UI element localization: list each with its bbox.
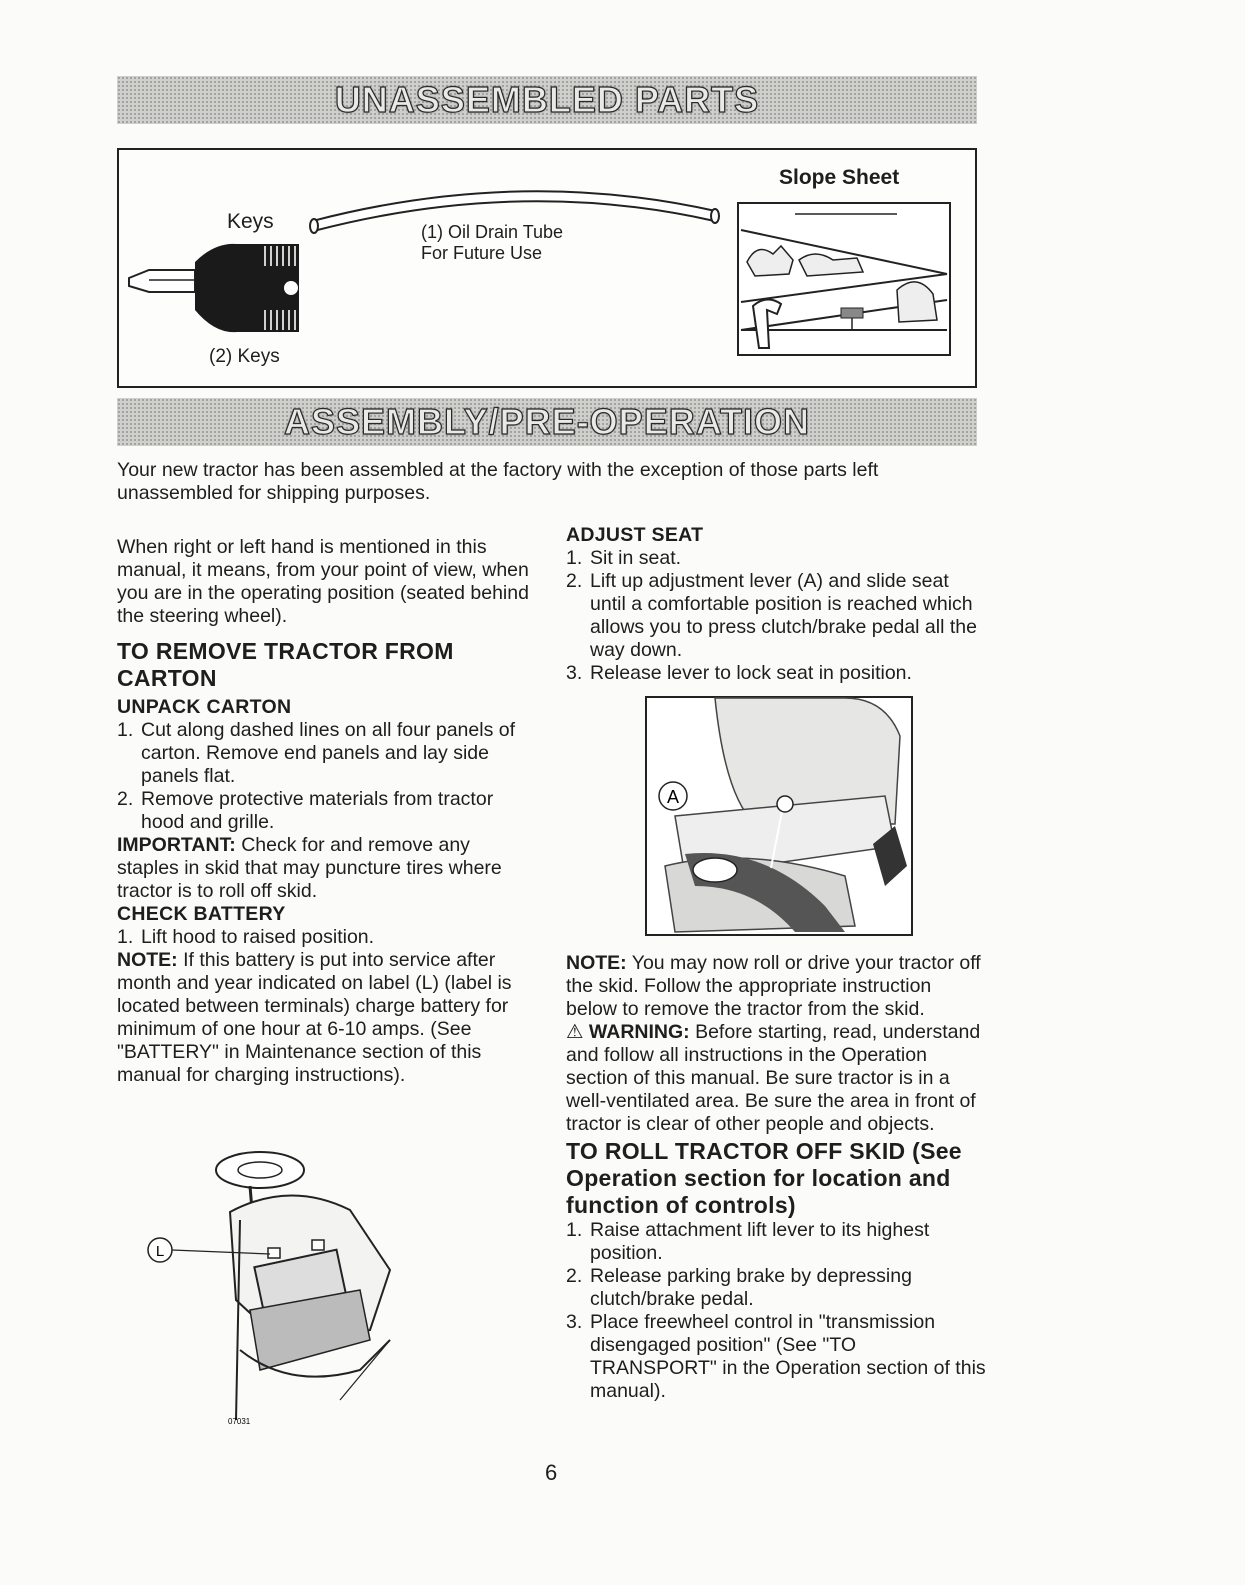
oil-drain-tube-line1: (1) Oil Drain Tube [421,222,564,242]
unpack-carton-heading: UNPACK CARTON [117,696,292,718]
keys-title: Keys [227,210,274,233]
hand-note: When right or left hand is mentioned in this manual, it means, from your point of view, when you are in the operating position (seated behind the steering wheel). [117,536,529,627]
battery-note-label: NOTE: [117,949,178,971]
important-label: IMPORTANT: [117,834,236,856]
unassembled-parts-box [117,148,977,388]
assembly-pre-operation-title: ASSEMBLY/PRE-OPERATION [283,401,811,442]
unassembled-parts-banner [117,76,977,124]
right-column [566,524,986,685]
roll-step-text: Release parking brake by depressing clutch/brake pedal. [590,1265,912,1310]
battery-figure-label: L [155,1243,165,1260]
slope-sheet-title: Slope Sheet [779,166,900,189]
assembly-pre-operation-banner [117,398,977,446]
check-battery-heading: CHECK BATTERY [117,903,286,925]
oil-drain-tube-label [421,222,563,264]
important-text: Check for and remove any staples in skid that may puncture tires where tractor is to roll off skid. [117,834,502,902]
intro-paragraph: Your new tractor has been assembled at the factory with the exception of those parts left unassembled for shipping purposes. [117,459,879,504]
warning-paragraph [566,1021,986,1136]
roll-tractor-heading: TO ROLL TRACTOR OFF SKID (See Operation section for location and function of controls) [566,1138,962,1218]
seat-step: 3. Release lever to lock seat in position. [566,662,986,685]
seat-step: 2. Lift up adjustment lever (A) and slide seat until a comfortable position is reached which allows you to press clutch/brake pedal all the way down. [566,570,986,662]
roll-step: 3. Place freewheel control in "transmission disengaged position" (See "TO TRANSPORT" in the Operation section of this manual). [566,1311,986,1402]
seat-figure-label: A [666,787,680,807]
slope-sheet-illustration [737,202,951,356]
roll-off-note-label: NOTE: [566,952,627,974]
page-number: 6 [545,1460,558,1485]
key-illustration [125,240,315,340]
roll-step: 2. Release parking brake by depressing clutch/brake pedal. [566,1265,986,1311]
seat-step-text: Sit in seat. [590,547,682,569]
battery-figure-code: 07031 [228,1417,251,1426]
battery-figure [140,1140,430,1430]
left-column [117,536,537,1087]
seat-step: 1. Sit in seat. [566,547,986,570]
roll-step-text: Raise attachment lift lever to its highest position. [590,1219,930,1264]
seat-step-text: Lift up adjustment lever (A) and slide seat until a comfortable position is reached which allows you to press clutch/brake pedal all the way down. [590,570,977,661]
unpack-step: 1. Cut along dashed lines on all four panels of carton. Remove end panels and lay side panels flat. [117,719,537,788]
battery-step: 1. Lift hood to raised position. [117,926,537,949]
adjust-seat-heading: ADJUST SEAT [566,524,704,546]
battery-note-text: If this battery is put into service after month and year indicated on label (L) (label is located between terminals) charge battery for minimum of one hour at 6-10 amps. (See "BATTERY" in Maintenance section of this manual for charging instructions). [117,949,512,1086]
seat-step-text: Release lever to lock seat in position. [590,662,912,684]
battery-note [117,949,537,1087]
oil-drain-tube-line2: For Future Use [421,243,543,263]
keys-caption: (2) Keys [209,346,280,367]
roll-step: 1. Raise attachment lift lever to its highest position. [566,1219,986,1265]
roll-off-note [566,952,986,1021]
roll-step-text: Place freewheel control in "transmission disengaged position" (See "TO TRANSPORT" in the Operation section of this manual). [590,1311,986,1402]
remove-tractor-heading: TO REMOVE TRACTOR FROM CARTON [117,638,454,691]
roll-off-note-text: You may now roll or drive your tractor off the skid. Follow the appropriate instruction below to remove the tractor from the skid. [566,952,981,1020]
unpack-step-text: Remove protective materials from tractor hood and grille. [141,788,494,833]
seat-figure [645,696,913,936]
unpack-step-text: Cut along dashed lines on all four panels of carton. Remove end panels and lay side panels flat. [141,719,516,787]
unassembled-parts-title: UNASSEMBLED PARTS [334,79,760,120]
battery-step-text: Lift hood to raised position. [141,926,375,948]
warning-triangle-icon: ⚠ [566,1021,584,1043]
right-column-lower [566,952,986,1403]
warning-label: WARNING: [588,1021,690,1043]
important-note [117,834,537,903]
unpack-step: 2. Remove protective materials from tractor hood and grille. [117,788,537,834]
warning-text: Before starting, read, understand and follow all instructions in the Operation section of this manual. Be sure tractor is in a well-ventilated area. Be sure the area in front of tractor is clear of other people and objects. [566,1021,981,1135]
